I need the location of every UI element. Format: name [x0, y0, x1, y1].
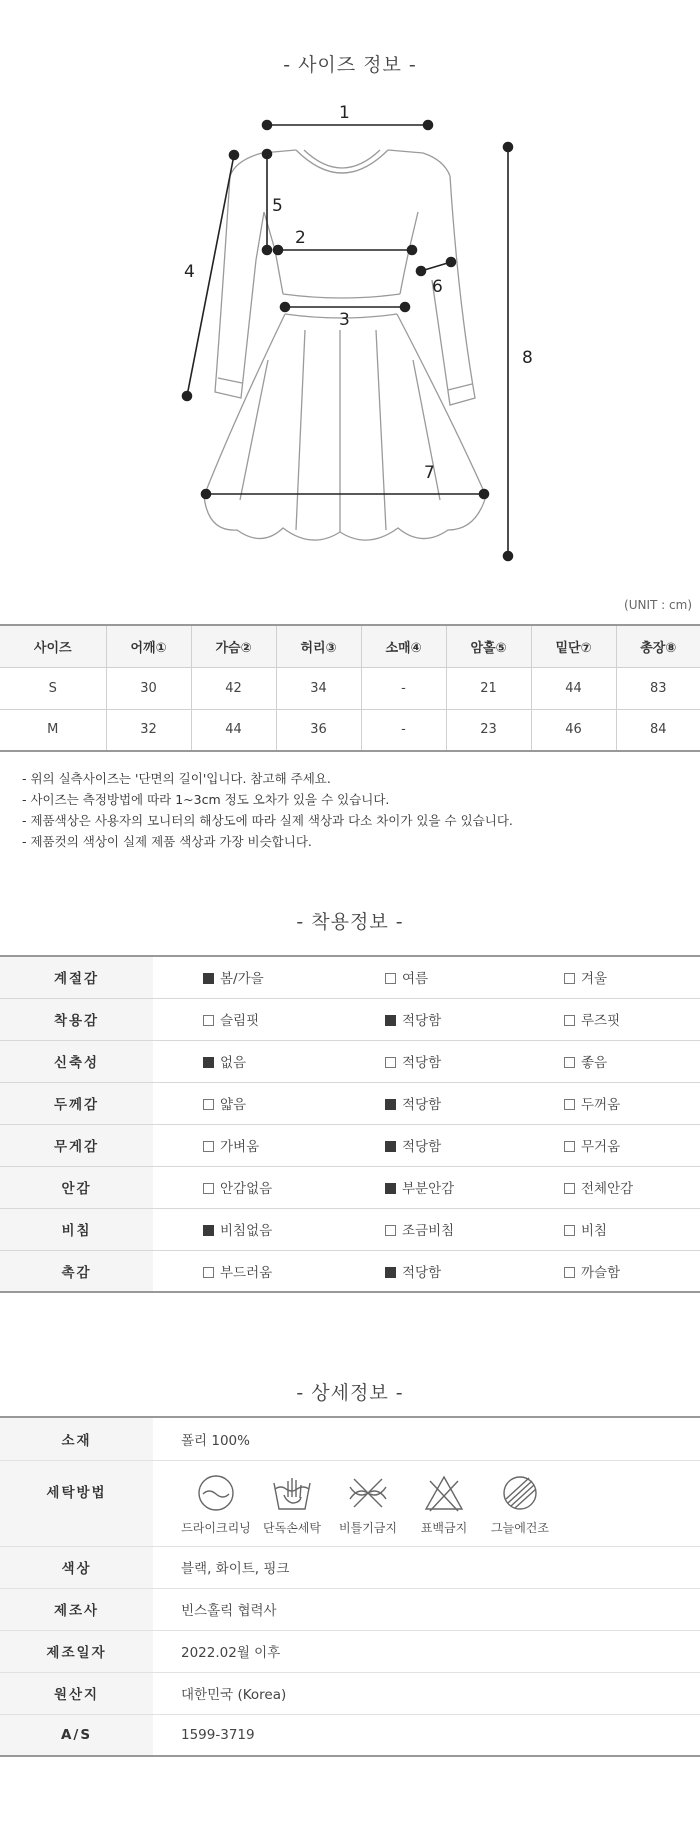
fit-option	[335, 1040, 517, 1082]
size-cell: 30	[106, 667, 191, 709]
shade-dry-icon	[498, 1473, 542, 1513]
diagram-label-3: 3	[339, 310, 350, 330]
unchecked-box-icon	[564, 1057, 575, 1068]
size-cell: -	[361, 709, 446, 751]
checked-box-icon	[203, 1057, 214, 1068]
no-wring-icon	[346, 1473, 390, 1513]
diagram-label-5: 5	[272, 196, 283, 216]
diagram-label-2: 2	[295, 228, 306, 248]
size-header-cell: 가슴②	[191, 625, 276, 667]
size-cell: -	[361, 667, 446, 709]
fit-label: 두께감	[0, 1082, 153, 1124]
unchecked-box-icon	[203, 1267, 214, 1278]
unchecked-box-icon	[385, 1225, 396, 1236]
checked-box-icon	[385, 1141, 396, 1152]
checked-box-icon	[203, 973, 214, 984]
checked-box-icon	[385, 1267, 396, 1278]
size-header-cell: 암홀⑤	[446, 625, 531, 667]
fit-label: 계절감	[0, 956, 153, 998]
fit-option-label: 안감없음	[220, 1181, 273, 1197]
detail-label: 제조사	[0, 1588, 153, 1630]
wash-label: 비틀기금지	[339, 1520, 397, 1535]
fit-option-label: 적당함	[402, 1264, 442, 1281]
unchecked-box-icon	[203, 1141, 214, 1152]
fit-option-label: 부드러움	[220, 1264, 273, 1281]
fit-option	[335, 1166, 517, 1208]
diagram-label-7: 7	[424, 463, 435, 483]
manufacture-date-value: 2022.02월 이후	[153, 1630, 700, 1672]
unchecked-box-icon	[564, 1267, 575, 1278]
fit-option	[517, 1082, 700, 1124]
dress-size-diagram	[0, 90, 700, 570]
wash-label: 표백금지	[420, 1520, 468, 1535]
fit-option-label: 없음	[220, 1055, 247, 1071]
size-cell: 84	[616, 709, 700, 751]
size-cell: 36	[276, 709, 361, 751]
diagram-label-1: 1	[339, 103, 350, 123]
fit-option-label: 적당함	[402, 1097, 442, 1113]
size-cell: 44	[191, 709, 276, 751]
table-row	[0, 667, 700, 709]
washing-icons	[171, 1461, 700, 1546]
fit-option-label: 적당함	[402, 1139, 442, 1155]
note-item: - 위의 실측사이즈는 '단면의 길이'입니다. 참고해 주세요.	[22, 771, 331, 786]
fit-row	[0, 1040, 700, 1082]
detail-label: 소재	[0, 1417, 153, 1460]
detail-label: 제조일자	[0, 1630, 153, 1672]
fit-option-label: 조금비침	[402, 1223, 455, 1239]
unchecked-box-icon	[203, 1099, 214, 1110]
fit-option	[153, 1166, 335, 1208]
detail-row-color	[0, 1546, 700, 1588]
detail-info-title: - 상세정보 -	[296, 1382, 404, 1404]
note-item: - 사이즈는 측정방법에 따라 1~3cm 정도 오차가 있을 수 있습니다.	[22, 792, 390, 807]
size-notes	[22, 768, 513, 852]
fit-option	[335, 1208, 517, 1250]
fit-label: 비침	[0, 1208, 153, 1250]
fit-option-label: 여름	[402, 971, 429, 988]
fit-row	[0, 956, 700, 998]
size-cell: M	[0, 709, 106, 751]
fit-option	[517, 1250, 700, 1292]
note-item: - 제품컷의 색상이 실제 제품 색상과 가장 비슷합니다.	[22, 834, 312, 849]
unchecked-box-icon	[564, 1141, 575, 1152]
fit-option-label: 얇음	[220, 1097, 247, 1113]
fit-option	[517, 998, 700, 1040]
size-info-title: - 사이즈 정보 -	[283, 54, 417, 76]
size-cell: 46	[531, 709, 616, 751]
fit-option	[335, 998, 517, 1040]
manufacturer-value: 빈스홀릭 협력사	[153, 1588, 700, 1630]
size-header-cell: 소매④	[361, 625, 446, 667]
size-table-header-row	[0, 625, 700, 667]
fit-option-label: 루즈핏	[581, 1013, 621, 1029]
size-header-cell: 총장⑧	[616, 625, 700, 667]
fit-option	[153, 1124, 335, 1166]
size-header-cell: 사이즈	[0, 625, 106, 667]
diagram-label-8: 8	[522, 348, 533, 368]
size-cell: 21	[446, 667, 531, 709]
size-header-cell: 허리③	[276, 625, 361, 667]
fit-option	[517, 1040, 700, 1082]
fit-row	[0, 998, 700, 1040]
fit-label: 촉감	[0, 1250, 153, 1292]
fit-option	[517, 956, 700, 998]
fit-option	[335, 1082, 517, 1124]
wash-label: 그늘에건조	[491, 1520, 549, 1535]
fit-option-label: 비침	[581, 1223, 608, 1239]
detail-label: A/S	[0, 1714, 153, 1756]
fit-label: 착용감	[0, 998, 153, 1040]
fit-option	[335, 1124, 517, 1166]
detail-row-manufacturer	[0, 1588, 700, 1630]
no-bleach-icon	[422, 1473, 466, 1513]
fit-option	[517, 1166, 700, 1208]
fit-option	[153, 998, 335, 1040]
fit-option	[153, 956, 335, 998]
unchecked-box-icon	[385, 1057, 396, 1068]
size-cell: S	[0, 667, 106, 709]
unchecked-box-icon	[564, 1183, 575, 1194]
unchecked-box-icon	[203, 1015, 214, 1026]
dry-clean-icon	[194, 1473, 238, 1513]
size-cell: 44	[531, 667, 616, 709]
detail-row-manufacture-date	[0, 1630, 700, 1672]
wash-item	[475, 1473, 565, 1536]
unchecked-box-icon	[564, 1015, 575, 1026]
fit-row	[0, 1124, 700, 1166]
color-value: 블랙, 화이트, 핑크	[153, 1546, 700, 1588]
unchecked-box-icon	[564, 973, 575, 984]
fit-label: 안감	[0, 1166, 153, 1208]
checked-box-icon	[385, 1183, 396, 1194]
as-value: 1599-3719	[153, 1714, 700, 1756]
fit-option-label: 봄/가을	[220, 971, 264, 988]
detail-info-table	[0, 1416, 700, 1757]
detail-row-material	[0, 1417, 700, 1460]
checked-box-icon	[385, 1099, 396, 1110]
material-value: 폴리 100%	[153, 1417, 700, 1460]
fit-option-label: 두꺼움	[581, 1097, 621, 1113]
diagram-label-6: 6	[432, 277, 443, 297]
size-cell: 34	[276, 667, 361, 709]
fit-option-label: 적당함	[402, 1055, 442, 1071]
detail-label: 색상	[0, 1546, 153, 1588]
fit-option	[335, 956, 517, 998]
size-header-cell: 밑단⑦	[531, 625, 616, 667]
detail-label: 세탁방법	[0, 1460, 153, 1546]
unchecked-box-icon	[385, 973, 396, 984]
origin-value: 대한민국 (Korea)	[153, 1672, 700, 1714]
fit-option-label: 겨울	[581, 971, 608, 988]
fit-option-label: 적당함	[402, 1013, 442, 1029]
unit-label: (UNIT : cm)	[624, 598, 692, 612]
hand-wash-icon	[270, 1473, 314, 1513]
detail-row-as	[0, 1714, 700, 1756]
fit-option	[517, 1124, 700, 1166]
fit-option	[335, 1250, 517, 1292]
wash-label: 드라이크리닝	[181, 1520, 251, 1535]
fit-info-title: - 착용정보 -	[296, 911, 404, 933]
fit-option-label: 좋음	[581, 1055, 608, 1071]
fit-option-label: 가벼움	[220, 1139, 260, 1155]
size-table	[0, 624, 700, 752]
fit-label: 신축성	[0, 1040, 153, 1082]
fit-row	[0, 1250, 700, 1292]
unchecked-box-icon	[203, 1183, 214, 1194]
checked-box-icon	[203, 1225, 214, 1236]
size-cell: 23	[446, 709, 531, 751]
wash-label: 단독손세탁	[263, 1520, 321, 1535]
detail-row-origin	[0, 1672, 700, 1714]
fit-label: 무게감	[0, 1124, 153, 1166]
unchecked-box-icon	[564, 1225, 575, 1236]
size-header-cell: 어깨①	[106, 625, 191, 667]
fit-info-table	[0, 955, 700, 1293]
size-cell: 83	[616, 667, 700, 709]
note-item: - 제품색상은 사용자의 모니터의 해상도에 따라 실제 색상과 다소 차이가 있을 수 있습니다.	[22, 813, 513, 828]
checked-box-icon	[385, 1015, 396, 1026]
fit-option-label: 무거움	[581, 1139, 621, 1155]
fit-row	[0, 1166, 700, 1208]
fit-option	[517, 1208, 700, 1250]
fit-option	[153, 1040, 335, 1082]
fit-option-label: 부분안감	[402, 1181, 455, 1197]
fit-row	[0, 1082, 700, 1124]
unchecked-box-icon	[564, 1099, 575, 1110]
table-row	[0, 709, 700, 751]
detail-label: 원산지	[0, 1672, 153, 1714]
fit-option	[153, 1082, 335, 1124]
fit-option	[153, 1208, 335, 1250]
fit-option-label: 비침없음	[220, 1223, 273, 1239]
fit-option	[153, 1250, 335, 1292]
fit-option-label: 까슬함	[581, 1264, 621, 1281]
size-cell: 42	[191, 667, 276, 709]
fit-row	[0, 1208, 700, 1250]
diagram-label-4: 4	[184, 262, 195, 282]
fit-option-label: 슬림핏	[220, 1013, 260, 1029]
size-cell: 32	[106, 709, 191, 751]
fit-option-label: 전체안감	[581, 1181, 634, 1197]
detail-row-washing	[0, 1460, 700, 1546]
